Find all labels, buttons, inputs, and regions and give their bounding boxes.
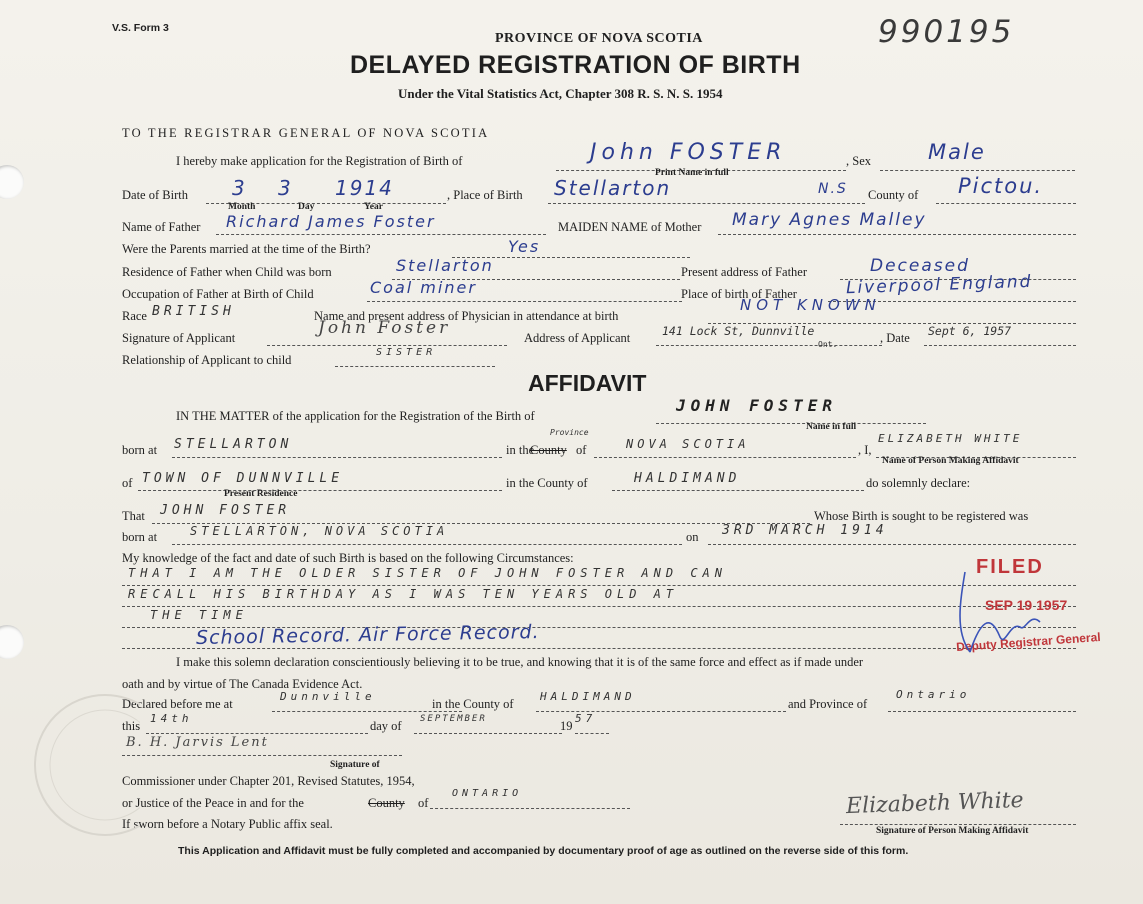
aff-county-value: HALDIMAND [634,471,741,486]
occupation-line [367,301,682,302]
in-the-label: in the [506,443,535,457]
document-title: DELAYED REGISTRATION OF BIRTH [350,51,801,79]
present-address-label: Present address of Father [681,265,808,279]
that-name: JOHN FOSTER [160,503,291,518]
father-birthplace-label: Place of birth of Father [681,287,797,301]
commissioner-province-line [430,808,630,809]
county-line [936,203,1076,204]
month-caption: Month [228,202,256,212]
place-label: , Place of Birth [447,188,523,202]
name-caption: Print Name in full [655,168,729,178]
place-suffix: N.S [818,181,848,197]
date-label: , Date [880,331,910,345]
declared-province-value: Ontario [896,688,971,701]
declared-province-line [888,711,1076,712]
mother-line [718,234,1076,235]
deponent-caption: Name of Person Making Affidavit [882,456,1019,466]
mother-name: Mary Agnes Malley [732,210,927,230]
month-value: SEPTEMBER [420,714,487,724]
declared-county-label: in the County of [432,697,514,711]
month-line [414,733,562,734]
born-province-line [594,457,856,458]
deponent-signature-line [840,824,1076,825]
father-name: Richard James Foster [226,212,436,231]
registrar-signature-icon [950,552,1070,662]
applicant-address-line [656,345,882,346]
born-at2-line [172,544,682,545]
addressee: TO THE REGISTRAR GENERAL OF NOVA SCOTIA [122,126,490,140]
dob-label: Date of Birth [122,188,188,202]
commissioner-text-2b: of [418,796,429,810]
commissioner-county-struck: County [368,796,405,810]
filed-stamp: FILED [976,556,1044,578]
declaration-text-2: oath and by virtue of The Canada Evidence Act. [122,677,363,691]
deponent-name: ELIZABETH WHITE [878,432,1023,445]
notary-text: If sworn before a Notary Public affix seal. [122,817,333,831]
circumstance-line-2 [122,606,1076,607]
knowledge-label: My knowledge of the fact and date of such Birth is based on the following Circumstances: [122,551,574,565]
year-caption: Year [364,202,383,212]
deponent-signature: Elizabeth White [845,787,1025,820]
deponent-signature-caption: Signature of Person Making Affidavit [876,826,1029,836]
matter-name-caption: Name in full [806,422,857,432]
applicant-address-value: 141 Lock St, Dunnville [662,324,815,338]
of-residence-label: of [122,476,133,490]
whose-birth-label: Whose Birth is sought to be registered was [814,509,1029,523]
married-label: Were the Parents married at the time of the Birth? [122,242,371,256]
born-on-line [708,544,1076,545]
day-caption: Day [298,202,315,212]
born-on-value: 3RD MARCH 1914 [722,523,888,538]
residence-label: Residence of Father when Child was born [122,265,332,279]
commissioner-text-2a: or Justice of the Peace in and for the [122,796,304,810]
intro-label: I hereby make application for the Registration of Birth of [176,154,463,168]
applicant-address-province: Ont. [818,340,838,349]
married-value: Yes [508,237,541,256]
this-label: this [122,719,141,733]
place-line [548,203,865,204]
sex-label: , Sex [846,154,871,168]
matter-name: JOHN FOSTER [676,396,837,415]
day-value: 14th [150,712,193,725]
father-birthplace-value: Liverpool England [845,271,1033,299]
child-name: John FOSTER [590,140,787,165]
relationship-line [335,366,495,367]
dob-day: 3 [278,176,293,200]
declare-label: do solemnly declare: [866,476,971,490]
year-line [575,733,609,734]
declared-province-label: and Province of [788,697,868,711]
circumstance-line-1 [122,585,1076,586]
born-at2-label: born at [122,530,158,544]
date-line [924,345,1076,346]
occupation-value: Coal miner [370,278,477,297]
date-value: Sept 6, 1957 [928,324,1012,338]
year-prefix: 19 [560,719,573,733]
i-label: , I, [858,443,872,457]
that-label: That [122,509,145,523]
on-label: on [686,530,699,544]
father-label: Name of Father [122,220,201,234]
circumstance-text-3: THE TIME [150,608,248,622]
residence-caption: Present Residence [224,489,298,499]
commissioner-signature-line [122,755,402,756]
day-of-label: day of [370,719,402,733]
residence-value: Stellarton [396,256,494,275]
declared-label: Declared before me at [122,697,233,711]
father-line [216,234,546,235]
physician-label: Name and present address of Physician in attendance at birth [314,309,619,323]
in-county-label: in the County of [506,476,588,490]
dob-year: 1914 [335,176,394,200]
registration-number: 990195 [878,14,1015,50]
mother-label: MAIDEN NAME of Mother [558,220,702,234]
county-struck: County [530,443,567,457]
sex-line [880,170,1075,171]
occupation-label: Occupation of Father at Birth of Child [122,287,314,301]
race-label: Race [122,309,147,323]
relationship-label: Relationship of Applicant to child [122,353,292,367]
declaration-text-1: I make this solemn declaration conscientiously believing it to be true, and knowing that it is of the same force and effect as if made under [176,655,864,669]
declared-at-value: Dunnville [280,690,376,703]
year-value: 57 [575,712,597,725]
document-subtitle: Under the Vital Statistics Act, Chapter 308 R. S. N. S. 1954 [398,86,723,101]
residence-aff-line [138,490,502,491]
day-line [146,733,368,734]
province-correction: Province [550,428,589,437]
signature-of-caption: Signature of [330,760,380,770]
footer-notice: This Application and Affidavit must be fully completed and accompanied by documentary proof of age as outlined on the reverse side of this form. [178,845,909,857]
residence-aff-value: TOWN OF DUNNVILLE [142,471,344,486]
form-number: V.S. Form 3 [112,22,169,34]
commissioner-signature: B. H. Jarvis Lent [126,735,269,750]
affidavit-heading: AFFIDAVIT [528,370,647,396]
dob-month: 3 [232,176,247,200]
born-province-value: NOVA SCOTIA [626,437,750,451]
embossed-seal-icon [20,680,140,850]
race-value: BRITISH [152,304,235,319]
matter-label: IN THE MATTER of the application for the Registration of the Birth of [176,409,535,423]
county-label: County of [868,188,919,202]
circumstance-text-4: School Record. Air Force Record. [195,621,540,649]
signature-label: Signature of Applicant [122,331,236,345]
commissioner-text-1: Commissioner under Chapter 201, Revised Statutes, 1954, [122,774,415,788]
province-heading: PROVINCE OF NOVA SCOTIA [495,31,703,46]
declared-county-value: HALDIMAND [540,690,636,703]
matter-line [656,423,926,424]
filed-date-stamp: SEP 19 1957 [985,597,1068,613]
circumstance-text-2: RECALL HIS BIRTHDAY AS I WAS TEN YEARS OLD AT [128,587,679,601]
born-province-of-label: of [576,443,587,457]
circumstance-line-4 [122,648,1076,649]
born-at-value: STELLARTON [174,437,293,452]
applicant-signature: John Foster [318,318,451,338]
circumstance-text-1: THAT I AM THE OLDER SISTER OF JOHN FOSTER AND CAN [128,566,728,580]
born-at-line [172,457,502,458]
deputy-registrar-stamp: Deputy Registrar General [955,629,1102,655]
physician-value: NOT KNOWN [740,296,881,314]
place-of-birth: Stellarton [554,176,672,200]
commissioner-province: ONTARIO [452,788,523,799]
present-address-value: Deceased [870,256,970,276]
county-value: Pictou. [958,174,1044,198]
signature-line [267,345,507,346]
born-at2-value: STELLARTON, NOVA SCOTIA [190,524,449,538]
born-at-label: born at [122,443,158,457]
relationship-value: SISTER [376,347,437,358]
declared-county-line [536,711,786,712]
aff-county-line [612,490,864,491]
applicant-address-label: Address of Applicant [524,331,631,345]
sex-value: Male [928,140,986,164]
